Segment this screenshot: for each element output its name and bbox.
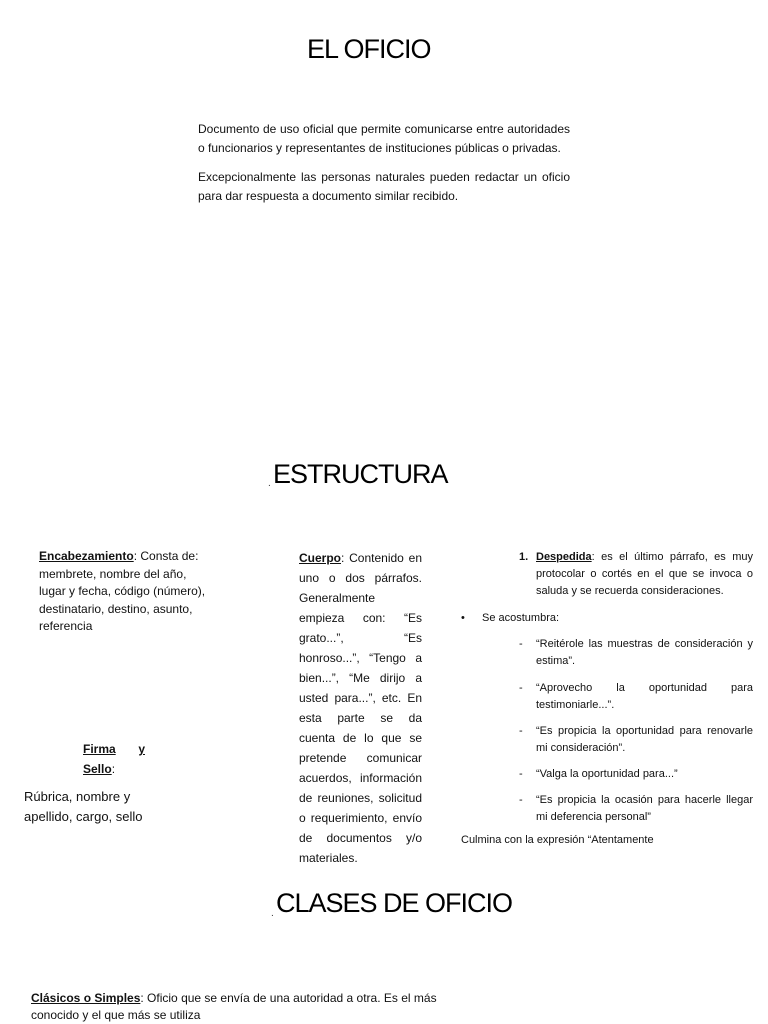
culmina-text: Culmina con la expresión “Atentamente [461, 834, 654, 846]
list-item-text: “Valga la oportunidad para...” [536, 768, 678, 780]
list-item-text: “Aprovecho la oportunidad para testimoniarle...”. [536, 682, 753, 711]
intro-paragraph-1: Documento de uso oficial que permite comunicarse entre autoridades o funcionarios y representantes de instituciones públicas o privadas. [198, 122, 570, 155]
despedida-text: : es el último párrafo, es muy protocolar o cortés en el que se invoca o saluda y se recuerda consideraciones. [536, 551, 753, 597]
despedida-label: Despedida [536, 551, 592, 563]
clasicos-label: Clásicos o Simples [31, 991, 141, 1005]
clasicos-text: : Oficio que se envía de una autoridad a otra. Es el más conocido y el que más se utiliza [31, 991, 437, 1022]
encabezamiento-label: Encabezamiento [39, 549, 134, 563]
list-item [519, 792, 753, 826]
estructura-heading: ESTRUCTURA [273, 459, 448, 489]
dash-icon: - [519, 794, 523, 806]
page-title: EL OFICIO [307, 34, 431, 64]
sello-label: Sello [83, 762, 112, 776]
clases-heading-dot: . [271, 908, 274, 919]
cuerpo-text: : Contenido en uno o dos párrafos. Generalmente empieza con: “Es grato...”, “Es honroso...”, “Tengo a bien...”, “Me dirijo a usted para...”, etc. En esta parte se da cuenta de lo que se pretende comunicar acuerdos, información de reuniones, solicitud o requerimiento, envío de documentos y/o materiales. [299, 551, 422, 865]
heading-dot: . [268, 478, 271, 489]
clasicos-block [31, 990, 481, 1024]
firma-sello-text: Rúbrica, nombre y apellido, cargo, sello [24, 789, 143, 824]
firma-sello-label [83, 739, 145, 779]
cuerpo-label: Cuerpo [299, 551, 341, 565]
dash-icon: - [519, 682, 523, 694]
bullet-icon: • [461, 612, 465, 624]
dash-icon: - [519, 725, 523, 737]
clases-heading: CLASES DE OFICIO [276, 888, 513, 918]
dash-icon: - [519, 768, 523, 780]
list-item [519, 723, 753, 757]
firma-y: y [138, 742, 145, 756]
despedida-number: 1. [519, 551, 529, 563]
list-item [519, 636, 753, 670]
list-item [519, 680, 753, 714]
despedida-block [536, 549, 753, 600]
firma-label: Firma [83, 742, 116, 756]
list-item [519, 766, 753, 783]
cuerpo-block [299, 548, 422, 868]
firma-colon: : [111, 762, 116, 776]
encabezamiento-text: : Consta de: membrete, nombre del año, lugar y fecha, código (número), destinatario, destino, asunto, referencia [39, 549, 206, 633]
dash-icon: - [519, 638, 523, 650]
encabezamiento-block [39, 548, 211, 636]
list-item-text: “Es propicia la oportunidad para renovarle mi consideración”. [536, 725, 753, 754]
list-item-text: “Reitérole las muestras de consideración y estima”. [536, 638, 753, 667]
se-acostumbra: Se acostumbra: [482, 612, 560, 624]
list-item-text: “Es propicia la ocasión para hacerle llegar mi deferencia personal” [536, 794, 753, 823]
intro-paragraph-2: Excepcionalmente las personas naturales pueden redactar un oficio para dar respuesta a documento similar recibido. [198, 170, 570, 203]
